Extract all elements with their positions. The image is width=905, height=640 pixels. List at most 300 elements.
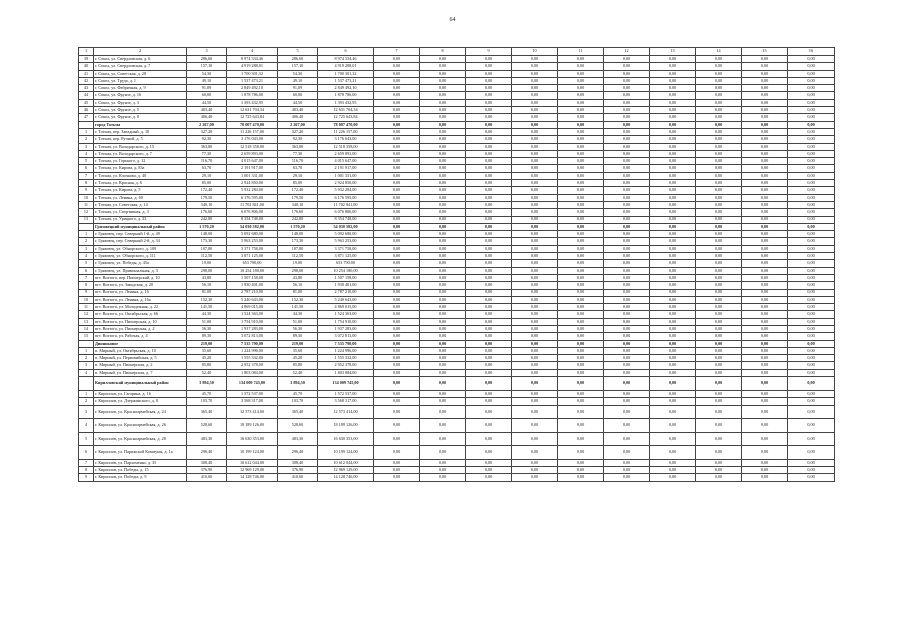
zero-cell: 0,00 [604, 85, 650, 92]
zero-cell: 0,00 [788, 369, 835, 376]
zero-cell: 0,00 [466, 180, 512, 187]
zero-cell: 0,00 [466, 304, 512, 311]
zero-cell: 0,00 [788, 311, 835, 318]
address-cell: г. Кириллов, ул. Дзержинского, д. 8 [94, 398, 187, 405]
zero-cell: 0,00 [742, 253, 788, 260]
zero-cell: 0,00 [374, 267, 420, 274]
zero-cell: 0,00 [696, 362, 742, 369]
zero-cell: 0,00 [742, 333, 788, 340]
zero-cell: 0,00 [558, 128, 604, 135]
zero-cell: 0,00 [742, 92, 788, 99]
zero-cell: 0,00 [466, 136, 512, 143]
area-total-cell: 56,10 [278, 282, 318, 289]
zero-cell: 0,00 [742, 347, 788, 354]
row-number: 39 [79, 56, 94, 63]
area-cell: 406,40 [187, 114, 227, 121]
zero-cell: 0,00 [696, 459, 742, 466]
zero-cell: 0,00 [696, 267, 742, 274]
row-number: 43 [79, 85, 94, 92]
zero-cell: 0,00 [512, 85, 558, 92]
table-row [79, 77, 835, 84]
area-total-cell: 152,30 [278, 296, 318, 303]
zero-cell: 0,00 [742, 377, 788, 391]
zero-cell: 0,00 [420, 419, 466, 433]
zero-cell: 0,00 [788, 355, 835, 362]
zero-cell: 0,00 [466, 318, 512, 325]
zero-cell: 0,00 [466, 333, 512, 340]
zero-cell: 0,00 [742, 216, 788, 223]
zero-cell: 0,00 [512, 150, 558, 157]
row-number: 14 [79, 325, 94, 332]
row-number: 5 [79, 158, 94, 165]
row-number: 47 [79, 114, 94, 121]
zero-cell: 0,00 [558, 296, 604, 303]
area-total-cell: 103,70 [278, 398, 318, 405]
zero-cell: 0,00 [558, 289, 604, 296]
zero-cell: 0,00 [374, 289, 420, 296]
zero-cell: 0,00 [420, 128, 466, 135]
table-row [79, 405, 835, 419]
row-number: 9 [79, 187, 94, 194]
zero-cell: 0,00 [466, 92, 512, 99]
zero-cell: 0,00 [558, 150, 604, 157]
zero-cell: 0,00 [374, 340, 420, 347]
zero-cell: 0,00 [558, 245, 604, 252]
zero-cell: 0,00 [742, 107, 788, 114]
zero-cell: 0,00 [604, 194, 650, 201]
zero-cell: 0,00 [420, 143, 466, 150]
zero-cell: 0,00 [420, 432, 466, 446]
zero-cell: 0,00 [420, 216, 466, 223]
area-total-cell: 219,00 [278, 340, 318, 347]
cost-total-cell: 1 224 996,00 [318, 347, 374, 354]
zero-cell: 0,00 [788, 223, 835, 230]
address-cell: г. Тотьма, ул. Клочкова, д. 40 [94, 172, 187, 179]
zero-cell: 0,00 [696, 398, 742, 405]
row-number: 6 [79, 267, 94, 274]
area-cell: 49,10 [187, 77, 227, 84]
zero-cell: 0,00 [558, 194, 604, 201]
cost-cell: 6 076 806,00 [227, 209, 278, 216]
address-cell: г. Тотьма, ул. Кирова, д. 83а [94, 165, 187, 172]
cost-cell: 12 573 414,00 [227, 405, 278, 419]
area-cell: 52,40 [187, 369, 227, 376]
address-cell: г. Сокол, ул. Фабричная, д. 9 [94, 85, 187, 92]
area-total-cell: 2 267,00 [278, 121, 318, 128]
area-cell: 89,30 [187, 333, 227, 340]
zero-cell: 0,00 [512, 172, 558, 179]
zero-cell: 0,00 [650, 70, 696, 77]
cost-cell: 11 702 841,00 [227, 201, 278, 208]
zero-cell: 0,00 [558, 333, 604, 340]
zero-cell: 0,00 [374, 70, 420, 77]
address-cell: пгт. Вохтога, ул. Молодежная, д. 22 [94, 304, 187, 311]
cost-cell: 2 787 210,00 [227, 289, 278, 296]
zero-cell: 0,00 [788, 201, 835, 208]
table-row [79, 187, 835, 194]
zero-cell: 0,00 [650, 289, 696, 296]
zero-cell: 0,00 [420, 355, 466, 362]
cost-total-cell: 5 932 284,00 [318, 187, 374, 194]
zero-cell: 0,00 [466, 209, 512, 216]
zero-cell: 0,00 [374, 304, 420, 311]
cost-cell: 12 631 704,34 [227, 107, 278, 114]
area-total-cell: 1 570,20 [278, 223, 318, 230]
zero-cell: 0,00 [466, 369, 512, 376]
table-row [79, 362, 835, 369]
area-cell: 103,70 [187, 398, 227, 405]
cost-cell: 5 963 253,00 [227, 238, 278, 245]
zero-cell: 0,00 [604, 128, 650, 135]
zero-cell: 0,00 [788, 187, 835, 194]
zero-cell: 0,00 [696, 92, 742, 99]
zero-cell: 0,00 [558, 474, 604, 481]
table-row [79, 216, 835, 223]
table-row [79, 209, 835, 216]
zero-cell: 0,00 [604, 253, 650, 260]
zero-cell: 0,00 [650, 459, 696, 466]
zero-cell: 0,00 [696, 355, 742, 362]
zero-cell: 0,00 [420, 63, 466, 70]
zero-cell: 0,00 [604, 474, 650, 481]
table-row [79, 325, 835, 332]
zero-cell: 0,00 [466, 70, 512, 77]
zero-cell: 0,00 [420, 282, 466, 289]
area-total-cell: 91,09 [278, 85, 318, 92]
zero-cell: 0,00 [420, 340, 466, 347]
zero-cell: 0,00 [512, 253, 558, 260]
row-number: 9 [79, 289, 94, 296]
zero-cell: 0,00 [558, 466, 604, 473]
area-total-cell: 173,30 [278, 238, 318, 245]
zero-cell: 0,00 [604, 231, 650, 238]
zero-cell: 0,00 [466, 165, 512, 172]
cost-total-cell: 78 007 470,00 [318, 121, 374, 128]
zero-cell: 0,00 [558, 267, 604, 274]
zero-cell: 0,00 [788, 362, 835, 369]
zero-cell: 0,00 [604, 172, 650, 179]
zero-cell: 0,00 [374, 446, 420, 460]
address-cell: г. Сокол, ул. Советская, д. 28 [94, 70, 187, 77]
zero-cell: 0,00 [788, 340, 835, 347]
zero-cell: 0,00 [696, 158, 742, 165]
row-number: 8 [79, 282, 94, 289]
area-total-cell: 43,80 [278, 274, 318, 281]
zero-cell: 0,00 [558, 70, 604, 77]
zero-cell: 0,00 [512, 107, 558, 114]
row-number: 3 [79, 362, 94, 369]
zero-cell: 0,00 [650, 194, 696, 201]
zero-cell: 0,00 [374, 121, 420, 128]
cost-total-cell: 10 612 044,00 [318, 459, 374, 466]
zero-cell: 0,00 [650, 143, 696, 150]
area-total-cell: 116,70 [278, 158, 318, 165]
zero-cell: 0,00 [696, 253, 742, 260]
zero-cell: 0,00 [788, 85, 835, 92]
zero-cell: 0,00 [650, 362, 696, 369]
row-number: 1 [79, 231, 94, 238]
zero-cell: 0,00 [512, 56, 558, 63]
zero-cell: 0,00 [696, 405, 742, 419]
cost-cell: 1 507 158,00 [227, 274, 278, 281]
cost-total-cell: 1 937 283,00 [318, 325, 374, 332]
table-row [79, 446, 835, 460]
area-cell: 112,50 [187, 253, 227, 260]
zero-cell: 0,00 [742, 296, 788, 303]
table-row [79, 369, 835, 376]
cost-cell: 14 128 746,00 [227, 474, 278, 481]
area-cell: 528,60 [187, 419, 227, 433]
zero-cell: 0,00 [466, 223, 512, 230]
zero-cell: 0,00 [742, 304, 788, 311]
table-row [79, 253, 835, 260]
address-cell: г. Грязовец, пер. Северный 2-й, д. 34 [94, 238, 187, 245]
table-row [79, 296, 835, 303]
table-row [79, 92, 835, 99]
area-total-cell: 51,00 [278, 318, 318, 325]
zero-cell: 0,00 [512, 325, 558, 332]
zero-cell: 0,00 [466, 296, 512, 303]
zero-cell: 0,00 [374, 231, 420, 238]
zero-cell: 0,00 [512, 216, 558, 223]
zero-cell: 0,00 [466, 216, 512, 223]
cost-total-cell: 1 537 473,21 [318, 77, 374, 84]
zero-cell: 0,00 [604, 114, 650, 121]
zero-cell: 0,00 [420, 209, 466, 216]
zero-cell: 0,00 [696, 70, 742, 77]
cost-cell: 10 199 124,00 [227, 446, 278, 460]
zero-cell: 0,00 [788, 333, 835, 340]
cost-total-cell: 3 871 125,00 [318, 253, 374, 260]
zero-cell: 0,00 [696, 318, 742, 325]
row-number: 5 [79, 432, 94, 446]
area-total-cell: 85,80 [278, 362, 318, 369]
cost-total-cell: 11 702 841,00 [318, 201, 374, 208]
zero-cell: 0,00 [420, 187, 466, 194]
zero-cell: 0,00 [788, 107, 835, 114]
area-cell: 365,40 [187, 405, 227, 419]
header-cell: 3 [187, 48, 227, 56]
cost-cell: 1 700 301,32 [227, 70, 278, 77]
zero-cell: 0,00 [558, 223, 604, 230]
zero-cell: 0,00 [558, 369, 604, 376]
zero-cell: 0,00 [650, 63, 696, 70]
address-cell: г. Тотьма, ул. Урицкого, д. 33 [94, 216, 187, 223]
zero-cell: 0,00 [374, 223, 420, 230]
address-cell: г. Кириллов, ул. Парижской Коммуны, д. 1а [94, 446, 187, 460]
zero-cell: 0,00 [374, 347, 420, 354]
cost-total-cell: 134 009 745,00 [318, 377, 374, 391]
cost-total-cell: 12 631 704,34 [318, 107, 374, 114]
zero-cell: 0,00 [466, 194, 512, 201]
area-cell: 403,40 [187, 107, 227, 114]
cost-total-cell: 1 930 401,00 [318, 282, 374, 289]
area-total-cell: 172,40 [278, 187, 318, 194]
zero-cell: 0,00 [604, 347, 650, 354]
table-row [79, 333, 835, 340]
zero-cell: 0,00 [374, 405, 420, 419]
cost-cell: 1 524 363,00 [227, 311, 278, 318]
zero-cell: 0,00 [604, 187, 650, 194]
zero-cell: 0,00 [374, 158, 420, 165]
address-cell: Грязовецкий муниципальный район [94, 223, 187, 230]
zero-cell: 0,00 [374, 165, 420, 172]
zero-cell: 0,00 [558, 201, 604, 208]
zero-cell: 0,00 [650, 128, 696, 135]
zero-cell: 0,00 [420, 114, 466, 121]
zero-cell: 0,00 [420, 398, 466, 405]
zero-cell: 0,00 [742, 70, 788, 77]
zero-cell: 0,00 [788, 446, 835, 460]
zero-cell: 0,00 [742, 289, 788, 296]
zero-cell: 0,00 [374, 391, 420, 398]
zero-cell: 0,00 [604, 136, 650, 143]
address-cell: г. Тотьма, ул. Горького, д. 12 [94, 158, 187, 165]
zero-cell: 0,00 [788, 128, 835, 135]
row-number: 40 [79, 63, 94, 70]
cost-cell: 1 572 537,00 [227, 391, 278, 398]
zero-cell: 0,00 [696, 391, 742, 398]
zero-cell: 0,00 [604, 150, 650, 157]
area-cell: 152,30 [187, 296, 227, 303]
zero-cell: 0,00 [696, 231, 742, 238]
zero-cell: 0,00 [466, 253, 512, 260]
zero-cell: 0,00 [788, 296, 835, 303]
row-number: 12 [79, 311, 94, 318]
area-total-cell: 528,60 [278, 419, 318, 433]
zero-cell: 0,00 [512, 121, 558, 128]
zero-cell: 0,00 [742, 282, 788, 289]
cost-total-cell: 7 535 790,00 [318, 340, 374, 347]
zero-cell: 0,00 [650, 114, 696, 121]
zero-cell: 0,00 [650, 311, 696, 318]
section-row [79, 377, 835, 391]
zero-cell: 0,00 [604, 377, 650, 391]
zero-cell: 0,00 [696, 311, 742, 318]
area-cell: 45,70 [187, 391, 227, 398]
row-number: 9 [79, 474, 94, 481]
zero-cell: 0,00 [374, 63, 420, 70]
zero-cell: 0,00 [742, 158, 788, 165]
zero-cell: 0,00 [650, 223, 696, 230]
zero-cell: 0,00 [558, 340, 604, 347]
zero-cell: 0,00 [374, 56, 420, 63]
zero-cell: 0,00 [788, 347, 835, 354]
zero-cell: 0,00 [742, 391, 788, 398]
zero-cell: 0,00 [650, 474, 696, 481]
cost-total-cell: 4 869 015,00 [318, 304, 374, 311]
zero-cell: 0,00 [512, 391, 558, 398]
area-total-cell: 45,20 [278, 355, 318, 362]
zero-cell: 0,00 [558, 107, 604, 114]
cost-cell: 5 240 643,00 [227, 296, 278, 303]
zero-cell: 0,00 [512, 282, 558, 289]
zero-cell: 0,00 [742, 446, 788, 460]
zero-cell: 0,00 [742, 231, 788, 238]
zero-cell: 0,00 [512, 143, 558, 150]
area-total-cell: 56,30 [278, 325, 318, 332]
zero-cell: 0,00 [604, 107, 650, 114]
cost-cell: 78 007 470,00 [227, 121, 278, 128]
area-total-cell: 148,00 [278, 231, 318, 238]
zero-cell: 0,00 [512, 466, 558, 473]
zero-cell: 0,00 [420, 318, 466, 325]
zero-cell: 0,00 [558, 405, 604, 419]
zero-cell: 0,00 [558, 253, 604, 260]
row-number: 7 [79, 459, 94, 466]
row-number: 3 [79, 245, 94, 252]
zero-cell: 0,00 [604, 267, 650, 274]
table-row [79, 99, 835, 106]
zero-cell: 0,00 [650, 398, 696, 405]
address-cell: пгт. Вохтога, ул. Октябрьская, д. 66 [94, 311, 187, 318]
table-row [79, 172, 835, 179]
zero-cell: 0,00 [788, 419, 835, 433]
zero-cell: 0,00 [558, 238, 604, 245]
row-number: 3 [79, 405, 94, 419]
zero-cell: 0,00 [512, 231, 558, 238]
cost-cell: 2 191 917,00 [227, 165, 278, 172]
zero-cell: 0,00 [420, 369, 466, 376]
table-row [79, 194, 835, 201]
zero-cell: 0,00 [604, 63, 650, 70]
zero-cell: 0,00 [696, 282, 742, 289]
cost-cell: 54 030 582,00 [227, 223, 278, 230]
zero-cell: 0,00 [696, 172, 742, 179]
row-number [79, 223, 94, 230]
area-cell: 77,30 [187, 150, 227, 157]
area-cell: 63,70 [187, 165, 227, 172]
zero-cell: 0,00 [512, 318, 558, 325]
zero-cell: 0,00 [374, 260, 420, 267]
zero-cell: 0,00 [604, 209, 650, 216]
zero-cell: 0,00 [696, 333, 742, 340]
zero-cell: 0,00 [742, 466, 788, 473]
zero-cell: 0,00 [788, 398, 835, 405]
zero-cell: 0,00 [650, 355, 696, 362]
zero-cell: 0,00 [788, 260, 835, 267]
address-cell: г. Тотьма, ул. Спортивная, д. 3 [94, 209, 187, 216]
zero-cell: 0,00 [604, 180, 650, 187]
zero-cell: 0,00 [512, 180, 558, 187]
table-row [79, 289, 835, 296]
zero-cell: 0,00 [466, 245, 512, 252]
zero-cell: 0,00 [696, 165, 742, 172]
cost-total-cell: 2 191 917,00 [318, 165, 374, 172]
address-cell: г. Грязовец, ул. Обнорского, д. 109 [94, 245, 187, 252]
cost-total-cell: 653 790,00 [318, 260, 374, 267]
area-total-cell: 63,70 [278, 165, 318, 172]
zero-cell: 0,00 [788, 274, 835, 281]
zero-cell: 0,00 [374, 85, 420, 92]
row-number: 1 [79, 128, 94, 135]
zero-cell: 0,00 [512, 347, 558, 354]
zero-cell: 0,00 [650, 231, 696, 238]
cost-total-cell: 1 572 537,00 [318, 391, 374, 398]
table-row [79, 158, 835, 165]
area-cell: 54,30 [187, 70, 227, 77]
zero-cell: 0,00 [512, 362, 558, 369]
row-number: 10 [79, 296, 94, 303]
zero-cell: 0,00 [512, 296, 558, 303]
table-row [79, 231, 835, 238]
zero-cell: 0,00 [466, 362, 512, 369]
cost-cell: 3 568 317,00 [227, 398, 278, 405]
table-row [79, 114, 835, 121]
zero-cell: 0,00 [558, 56, 604, 63]
zero-cell: 0,00 [788, 121, 835, 128]
cost-cell: 1 930 401,00 [227, 282, 278, 289]
